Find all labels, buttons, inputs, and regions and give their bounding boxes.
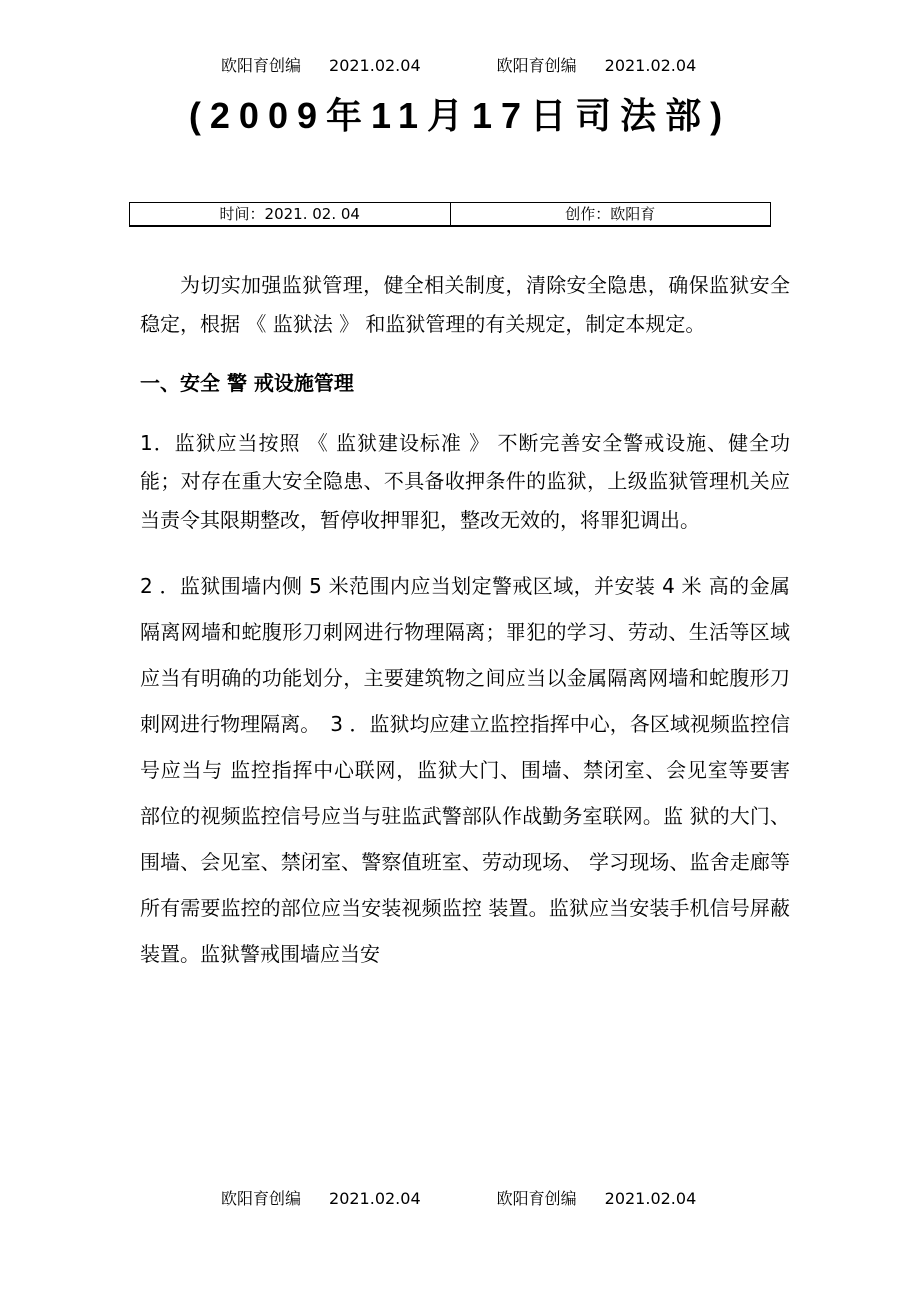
- intro-paragraph: 为切实加强监狱管理，健全相关制度，清除安全隐患，确保监狱安全稳定，根据 《 监狱法 》 和监狱管理的有关规定，制定本规定。: [140, 273, 790, 336]
- header-author-left: 欧阳育创编: [221, 56, 302, 75]
- header-author-right: 欧阳育创编: [496, 56, 577, 75]
- section-heading: 一、安全 警 戒设施管理: [140, 371, 354, 395]
- page-footer: [221, 1186, 696, 1209]
- meta-time-cell: 时间：2021. 02. 04: [219, 205, 360, 223]
- page-header: [221, 53, 696, 76]
- meta-table: [129, 202, 771, 227]
- footer-date-right: 2021.02.04: [604, 1189, 697, 1208]
- document-body: [140, 266, 790, 977]
- item-1-paragraph: 1．监狱应当按照 《 监狱建设标准 》 不断完善安全警戒设施、健全功能；对存在重大安全隐患、不具备收押条件的监狱，上级监狱管理机关应当责令其限期整改，暂停收押罪犯，整改无效的，将罪犯调出。: [140, 430, 790, 532]
- document-title: (2009年11月17日司法部): [188, 95, 732, 136]
- header-date-right: 2021.02.04: [604, 56, 697, 75]
- item-2-paragraph: 2 ．监狱围墙内侧 5 米范围内应当划定警戒区域，并安装 4 米 高的金属隔离网墙和蛇腹形刀刺网进行物理隔离；罪犯的学习、劳动、生活等区域应当有明确的功能划分，主要建筑物之间应当以金属隔离网墙和蛇腹形刀刺网进行物理隔离。 3 ．监狱均应建立监控指挥中心，各区域视频监控信号应当与 监控指挥中心联网，监狱大门、围墙、禁闭室、会见室等要害 部位的视频监控信号应当与驻监武警部队作战勤务室联网。监 狱的大门、围墙、会见室、禁闭室、警察值班室、劳动现场、 学习现场、监舍走廊等所有需要监控的部位应当安装视频监控 装置。监狱应当安装手机信号屏蔽装置。监狱警戒围墙应当安: [140, 574, 790, 966]
- footer-date-left: 2021.02.04: [329, 1189, 421, 1208]
- meta-creator-cell: 创作：欧阳育: [450, 203, 771, 225]
- footer-author-left: 欧阳育创编: [221, 1189, 302, 1208]
- header-date-left: 2021.02.04: [329, 56, 421, 75]
- footer-author-right: 欧阳育创编: [496, 1189, 577, 1208]
